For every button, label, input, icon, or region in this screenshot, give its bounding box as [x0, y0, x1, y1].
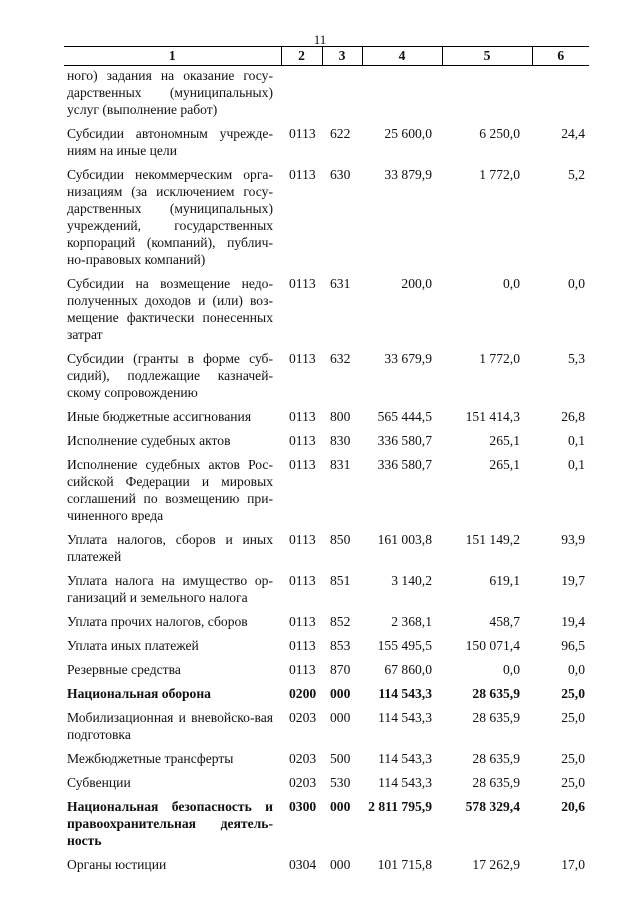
table-row [64, 682, 589, 706]
cell-planned: 114 543,3 [378, 686, 432, 701]
cell-planned: 3 140,2 [391, 573, 432, 588]
cell-planned: 155 495,5 [377, 638, 432, 653]
cell-item-name: Субвенции [67, 775, 131, 790]
cell-item-name: Национальная оборона [67, 686, 211, 701]
cell-section-code: 0113 [289, 532, 316, 547]
table-row [64, 347, 589, 405]
page-number: 11 [313, 32, 327, 47]
cell-section-code: 0203 [289, 710, 317, 725]
cell-executed: 17 262,9 [472, 857, 520, 872]
cell-expense-code: 830 [330, 433, 351, 448]
cell-expense-code: 000 [330, 857, 351, 872]
cell-expense-code: 852 [330, 614, 351, 629]
table-row [64, 122, 589, 163]
cell-percent: 0,0 [568, 276, 585, 291]
table-row [64, 528, 589, 569]
table-header-row [64, 47, 589, 66]
cell-planned: 2 811 795,9 [368, 799, 432, 814]
cell-planned: 25 600,0 [384, 126, 432, 141]
table-row [64, 706, 589, 747]
cell-expense-code: 000 [330, 686, 351, 701]
table-row [64, 429, 589, 453]
cell-expense-code: 631 [330, 276, 351, 291]
cell-item-name: Уплата налогов, сборов и иных платежей [67, 532, 273, 564]
table-row [64, 569, 589, 610]
cell-executed: 265,1 [489, 457, 520, 472]
cell-percent: 17,0 [561, 857, 585, 872]
column-header: 1 [64, 47, 281, 66]
cell-section-code: 0113 [289, 662, 316, 677]
table-row [64, 272, 589, 347]
cell-section-code: 0113 [289, 126, 316, 141]
cell-planned: 565 444,5 [377, 409, 432, 424]
cell-executed: 578 329,4 [465, 799, 520, 814]
cell-percent: 20,6 [561, 799, 585, 814]
cell-percent: 93,9 [561, 532, 585, 547]
cell-section-code: 0113 [289, 573, 316, 588]
cell-percent: 0,1 [568, 457, 585, 472]
cell-executed: 151 149,2 [465, 532, 520, 547]
cell-percent: 0,1 [568, 433, 585, 448]
cell-item-name: Органы юстиции [67, 857, 167, 872]
table-row [64, 610, 589, 634]
cell-item-name: Уплата прочих налогов, сборов [67, 614, 248, 629]
cell-item-name: Исполнение судебных актов Рос-сийской Федерации и мировых соглашений по возмещению при-чиненного вреда [67, 457, 273, 523]
cell-section-code: 0113 [289, 167, 316, 182]
cell-planned: 114 543,3 [378, 751, 432, 766]
column-header: 6 [532, 47, 589, 66]
cell-planned: 101 715,8 [377, 857, 432, 872]
cell-executed: 151 414,3 [465, 409, 520, 424]
cell-expense-code: 622 [330, 126, 351, 141]
cell-section-code: 0304 [289, 857, 317, 872]
cell-expense-code: 853 [330, 638, 351, 653]
table-row [64, 747, 589, 771]
cell-item-name: Межбюджетные трансферты [67, 751, 234, 766]
cell-section-code: 0203 [289, 775, 317, 790]
cell-item-name: Субсидии некоммерческим орга-низациям (за исключением госу-дарственных (муниципальных) учреждений, государственных корпораций (компаний), публич-но-правовых компаний) [67, 167, 273, 267]
cell-percent: 24,4 [561, 126, 585, 141]
cell-executed: 150 071,4 [465, 638, 520, 653]
cell-planned: 33 679,9 [384, 351, 432, 366]
cell-planned [362, 66, 442, 123]
cell-section-code [281, 66, 322, 123]
cell-planned: 114 543,3 [378, 775, 432, 790]
cell-executed: 28 635,9 [472, 775, 520, 790]
cell-item-name: Национальная безопасность и правоохранительная деятель-ность [67, 799, 273, 848]
cell-percent: 19,7 [561, 573, 585, 588]
cell-percent [532, 66, 589, 123]
cell-expense-code: 000 [330, 710, 351, 725]
cell-section-code: 0113 [289, 351, 316, 366]
cell-item-name: Мобилизационная и вневойско-вая подготовка [67, 710, 273, 742]
cell-item-name: Субсидии на возмещение недо-полученных доходов и (или) воз-мещение фактически понесенных затрат [67, 276, 273, 342]
table-row [64, 658, 589, 682]
cell-percent: 25,0 [561, 686, 585, 701]
cell-planned: 200,0 [401, 276, 432, 291]
cell-expense-code: 632 [330, 351, 351, 366]
cell-expense-code [322, 66, 362, 123]
cell-executed: 265,1 [489, 433, 520, 448]
cell-expense-code: 851 [330, 573, 351, 588]
cell-planned: 2 368,1 [391, 614, 432, 629]
cell-expense-code: 000 [330, 799, 351, 814]
cell-executed: 1 772,0 [479, 167, 520, 182]
cell-section-code: 0200 [289, 686, 317, 701]
cell-section-code: 0113 [289, 614, 316, 629]
table-row [64, 634, 589, 658]
cell-expense-code: 831 [330, 457, 351, 472]
table-row [64, 405, 589, 429]
column-header: 5 [442, 47, 532, 66]
cell-planned: 336 580,7 [377, 433, 432, 448]
cell-percent: 5,2 [568, 167, 585, 182]
table-row [64, 771, 589, 795]
cell-item-name: ного) задания на оказание госу-дарственных (муниципальных) услуг (выполнение работ) [67, 68, 273, 117]
cell-expense-code: 500 [330, 751, 351, 766]
cell-planned: 336 580,7 [377, 457, 432, 472]
cell-section-code: 0113 [289, 457, 316, 472]
cell-item-name: Резервные средства [67, 662, 181, 677]
cell-executed: 0,0 [503, 662, 520, 677]
cell-percent: 25,0 [561, 775, 585, 790]
cell-expense-code: 630 [330, 167, 351, 182]
cell-section-code: 0203 [289, 751, 317, 766]
cell-section-code: 0300 [289, 799, 317, 814]
cell-percent: 25,0 [561, 710, 585, 725]
cell-executed: 458,7 [489, 614, 520, 629]
table-row [64, 795, 589, 853]
cell-percent: 5,3 [568, 351, 585, 366]
column-header: 4 [362, 47, 442, 66]
cell-section-code: 0113 [289, 276, 316, 291]
cell-planned: 114 543,3 [378, 710, 432, 725]
budget-table [64, 46, 589, 877]
table-row [64, 163, 589, 272]
cell-item-name: Субсидии автономным учрежде-ниям на иные цели [67, 126, 273, 158]
cell-item-name: Иные бюджетные ассигнования [67, 409, 252, 424]
cell-executed [442, 66, 532, 123]
cell-executed: 28 635,9 [472, 686, 520, 701]
cell-planned: 33 879,9 [384, 167, 432, 182]
cell-planned: 161 003,8 [377, 532, 432, 547]
cell-executed: 28 635,9 [472, 751, 520, 766]
table-row [64, 66, 589, 123]
cell-expense-code: 530 [330, 775, 351, 790]
cell-section-code: 0113 [289, 638, 316, 653]
cell-planned: 67 860,0 [384, 662, 432, 677]
cell-expense-code: 850 [330, 532, 351, 547]
cell-item-name: Исполнение судебных актов [67, 433, 231, 448]
cell-section-code: 0113 [289, 433, 316, 448]
cell-item-name: Субсидии (гранты в форме суб-сидий), подлежащие казначей-скому сопровождению [67, 351, 273, 400]
cell-executed: 619,1 [489, 573, 520, 588]
cell-executed: 28 635,9 [472, 710, 520, 725]
cell-percent: 25,0 [561, 751, 585, 766]
cell-executed: 6 250,0 [479, 126, 520, 141]
cell-percent: 0,0 [568, 662, 585, 677]
cell-executed: 1 772,0 [479, 351, 520, 366]
cell-percent: 26,8 [561, 409, 585, 424]
cell-item-name: Уплата налога на имущество ор-ганизаций и земельного налога [67, 573, 273, 605]
cell-expense-code: 870 [330, 662, 351, 677]
cell-executed: 0,0 [503, 276, 520, 291]
cell-percent: 19,4 [561, 614, 585, 629]
cell-expense-code: 800 [330, 409, 351, 424]
cell-item-name: Уплата иных платежей [67, 638, 199, 653]
table-row [64, 853, 589, 877]
column-header: 2 [281, 47, 322, 66]
cell-percent: 96,5 [561, 638, 585, 653]
cell-section-code: 0113 [289, 409, 316, 424]
column-header: 3 [322, 47, 362, 66]
table-row [64, 453, 589, 528]
